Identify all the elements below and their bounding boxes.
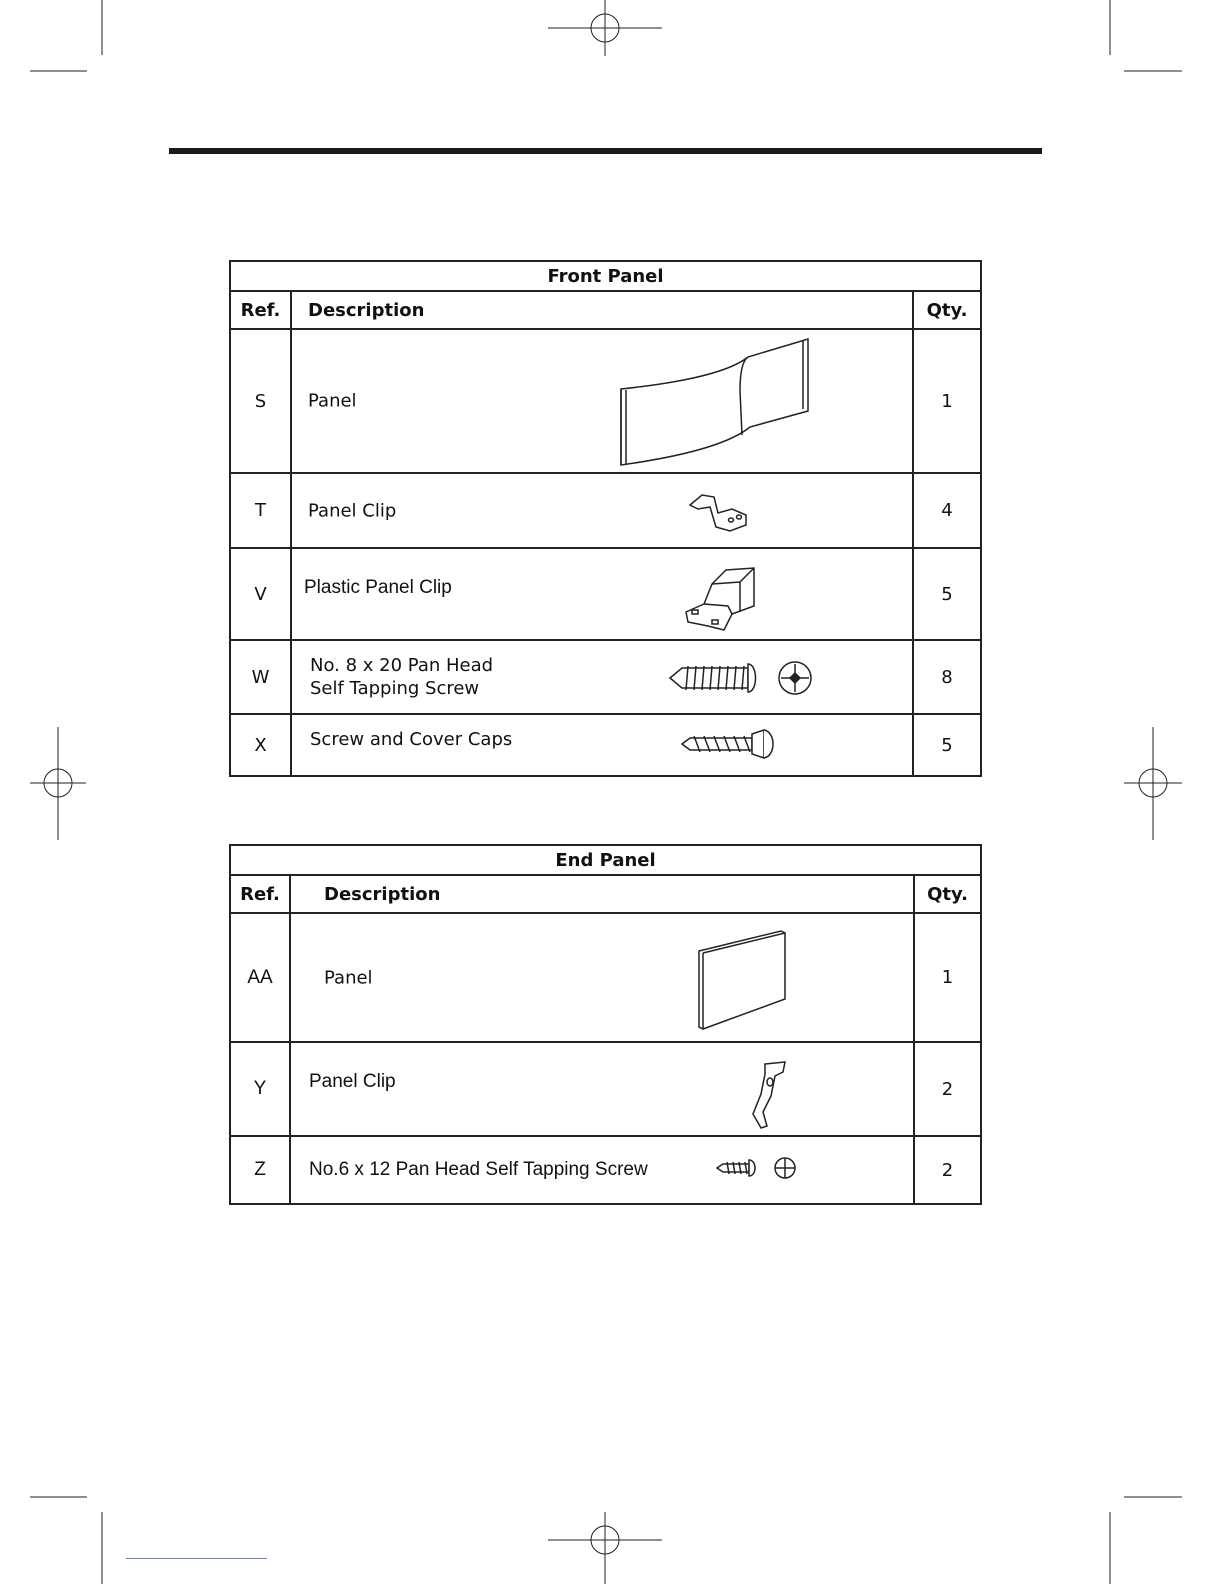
ref-cell: S	[230, 329, 291, 473]
small-pan-head-screw-icon	[715, 1154, 801, 1184]
header-description: Description	[290, 875, 914, 913]
description-text: Panel Clip	[309, 1071, 396, 1092]
ref-cell: Z	[230, 1136, 290, 1204]
description-cell	[291, 548, 913, 640]
table-row	[230, 329, 981, 473]
header-qty: Qty.	[913, 291, 981, 329]
table-row	[230, 640, 981, 714]
flat-panel-icon	[695, 929, 789, 1033]
description-text: No.6 x 12 Pan Head Self Tapping Screw	[309, 1159, 648, 1180]
qty-cell: 5	[913, 714, 981, 776]
table-row	[230, 1042, 981, 1136]
footer-link-underline	[126, 1558, 267, 1559]
description-cell	[290, 1136, 914, 1204]
ref-cell: Y	[230, 1042, 290, 1136]
table-row	[230, 1136, 981, 1204]
qty-cell: 4	[913, 473, 981, 548]
screw-cover-cap-icon	[680, 726, 780, 762]
description-text: Screw and Cover Caps	[310, 729, 513, 750]
description-text: Panel Clip	[308, 500, 397, 521]
description-text: Panel	[308, 390, 357, 412]
description-cell	[291, 714, 913, 776]
header-ref: Ref.	[230, 291, 291, 329]
qty-cell: 1	[914, 913, 981, 1042]
description-cell	[290, 1042, 914, 1136]
table-row	[230, 548, 981, 640]
description-text: No. 8 x 20 Pan Head Self Tapping Screw	[310, 655, 494, 699]
ref-cell: T	[230, 473, 291, 548]
plastic-panel-clip-icon	[682, 564, 758, 634]
table-title: Front Panel	[230, 261, 981, 291]
description-cell	[290, 913, 914, 1042]
header-ref: Ref.	[230, 875, 290, 913]
description-cell	[291, 473, 913, 548]
description-text: Panel	[324, 967, 373, 988]
qty-cell: 2	[914, 1136, 981, 1204]
table-row	[230, 913, 981, 1042]
metal-panel-clip-icon	[688, 489, 750, 535]
table-row	[230, 714, 981, 776]
curved-panel-icon	[618, 335, 814, 469]
front-panel-table	[229, 260, 982, 777]
qty-cell: 2	[914, 1042, 981, 1136]
table-row	[230, 473, 981, 548]
ref-cell: X	[230, 714, 291, 776]
header-qty: Qty.	[914, 875, 981, 913]
end-panel-clip-icon	[745, 1060, 789, 1130]
table-title: End Panel	[230, 845, 981, 875]
qty-cell: 1	[913, 329, 981, 473]
header-rule	[169, 148, 1042, 154]
pan-head-screw-icon	[668, 658, 816, 698]
ref-cell: V	[230, 548, 291, 640]
ref-cell: AA	[230, 913, 290, 1042]
qty-cell: 8	[913, 640, 981, 714]
description-cell	[291, 640, 913, 714]
end-panel-table	[229, 844, 982, 1205]
ref-cell: W	[230, 640, 291, 714]
description-text: Plastic Panel Clip	[304, 577, 452, 598]
qty-cell: 5	[913, 548, 981, 640]
header-description: Description	[291, 291, 913, 329]
description-cell	[291, 329, 913, 473]
